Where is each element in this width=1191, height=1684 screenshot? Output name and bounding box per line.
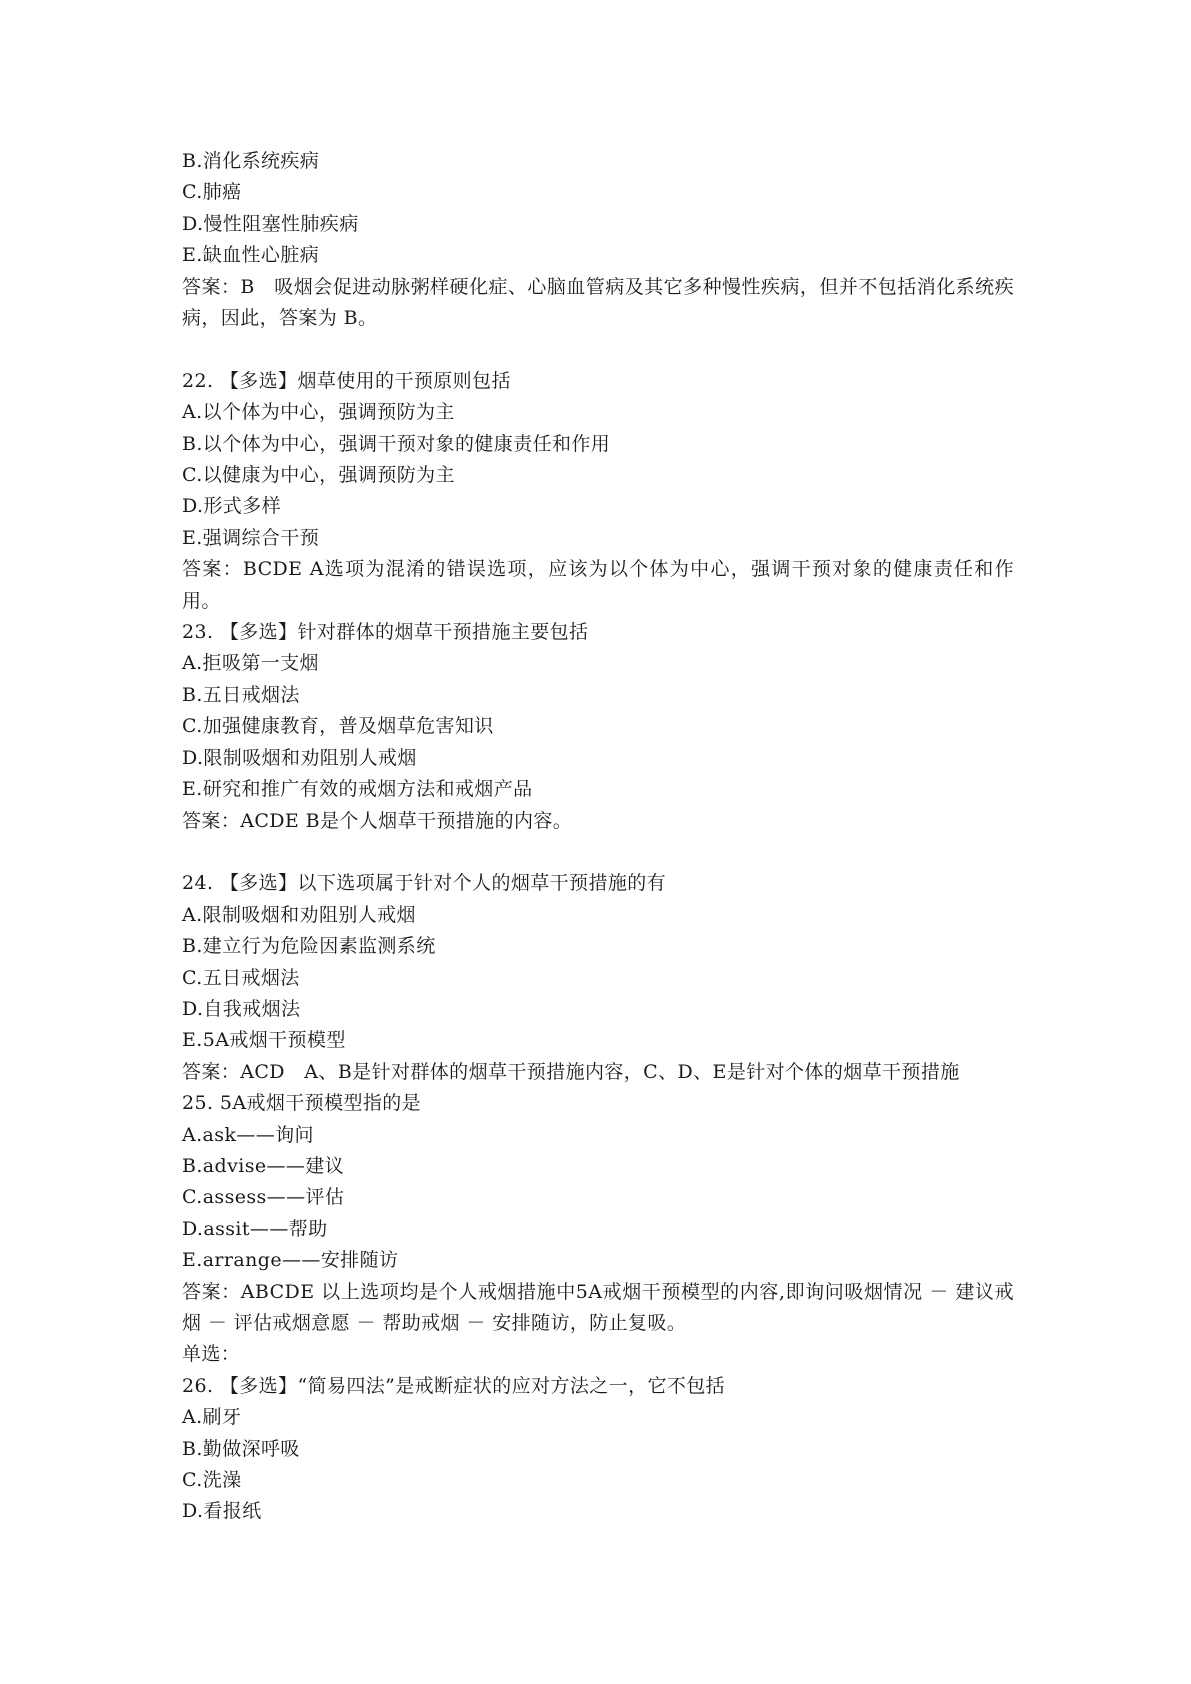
text-line: B.消化系统疾病 [182,150,320,172]
text-line: 答案：ACD A、B是针对群体的烟草干预措施内容，C、D、E是针对个体的烟草干预措施 [182,1060,960,1083]
text-line: 22. 【多选】烟草使用的干预原则包括 [182,369,511,392]
text-line: D.形式多样 [182,495,281,518]
text-line: 单选： [182,1343,241,1366]
text-line: A.刷牙 [182,1406,242,1429]
text-line: B.建立行为危险因素监测系统 [182,935,436,958]
text-line: 23. 【多选】针对群体的烟草干预措施主要包括 [182,621,589,644]
blank-line [182,837,1014,868]
text-line: 答案：B 吸烟会促进动脉粥样硬化症、心脑血管病及其它多种慢性疾病，但并不包括消化系统疾病，因此，答案为 B。 [182,275,1014,330]
text-line: E.研究和推广有效的戒烟方法和戒烟产品 [182,778,533,801]
text-line: B.勤做深呼吸 [182,1437,300,1460]
text-line: A.以个体为中心，强调预防为主 [182,401,455,424]
text-line: B.以个体为中心，强调干预对象的健康责任和作用 [182,432,611,455]
text-line: C.五日戒烟法 [182,966,300,989]
text-line: E.强调综合干预 [182,526,320,549]
text-line: 25. 5A戒烟干预模型指的是 [182,1092,422,1115]
text-line: 答案：BCDE A选项为混淆的错误选项，应该为以个体为中心，强调干预对象的健康责任和作用。 [182,558,1014,612]
text-line: D.自我戒烟法 [182,997,301,1020]
text-line: D.慢性阻塞性肺疾病 [182,212,359,235]
text-line: A.限制吸烟和劝阻别人戒烟 [182,903,416,926]
text-line: B.advise——建议 [182,1154,345,1177]
blank-line [182,334,1014,365]
text-line: E.缺血性心脏病 [182,244,320,267]
text-line: A.拒吸第一支烟 [182,652,319,675]
text-line: C.以健康为中心，强调预防为主 [182,464,455,487]
text-line: D.限制吸烟和劝阻别人戒烟 [182,746,417,769]
text-line: D.assit——帮助 [182,1217,328,1240]
text-line: A.ask——询问 [182,1123,314,1146]
text-line: E.arrange——安排随访 [182,1249,399,1272]
text-line: 答案：ACDE B是个人烟草干预措施的内容。 [182,809,573,832]
text-line: C.肺癌 [182,181,242,204]
text-line: C.洗澡 [182,1469,242,1492]
text-line: C.assess——评估 [182,1186,345,1209]
text-line: C.加强健康教育，普及烟草危害知识 [182,715,494,738]
text-line: 26. 【多选】“简易四法”是戒断症状的应对方法之一，它不包括 [182,1374,726,1397]
text-line: B.五日戒烟法 [182,683,300,706]
text-line: E.5A戒烟干预模型 [182,1029,346,1052]
document-body [182,146,1014,1528]
text-line: D.看报纸 [182,1500,262,1523]
text-line: 24. 【多选】以下选项属于针对个人的烟草干预措施的有 [182,872,667,895]
text-line: 答案：ABCDE 以上选项均是个人戒烟措施中5A戒烟干预模型的内容,即询问吸烟情况 － 建议戒烟 － 评估戒烟意愿 － 帮助戒烟 － 安排随访，防止复吸。 [182,1280,1014,1334]
